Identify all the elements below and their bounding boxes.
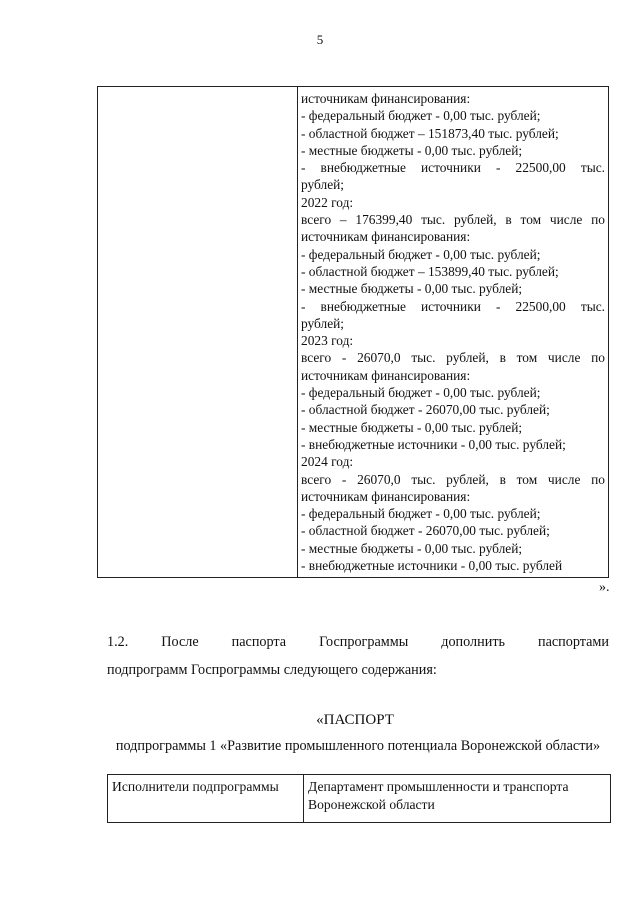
executors-table: [107, 774, 611, 823]
funding-line: - федеральный бюджет - 0,00 тыс. рублей;: [301, 506, 541, 522]
table-row: [108, 775, 611, 823]
funding-line: - федеральный бюджет - 0,00 тыс. рублей;: [301, 385, 541, 401]
funding-line: - областной бюджет – 151873,40 тыс. рублей;: [301, 125, 559, 141]
funding-line: - местные бюджеты - 0,00 тыс. рублей;: [301, 540, 523, 556]
funding-line: 2022 год:: [301, 194, 354, 210]
funding-table: [97, 86, 609, 578]
passport-subtitle: подпрограммы 1 «Развитие промышленного потенциала Воронежской области»: [115, 738, 601, 754]
funding-line: источникам финансирования:: [301, 91, 471, 106]
funding-line: - внебюджетные источники - 0,00 тыс. рублей: [301, 558, 563, 574]
page-number: 5: [316, 32, 324, 47]
funding-line: источникам финансирования:: [301, 229, 471, 245]
funding-line: источникам финансирования:: [301, 367, 471, 383]
passport-title: «ПАСПОРТ: [316, 712, 394, 728]
funding-line: - внебюджетные источники - 22500,00 тыс.: [301, 298, 605, 314]
funding-line: 2024 год:: [301, 454, 354, 470]
funding-table-row: [98, 87, 609, 578]
funding-line: - федеральный бюджет - 0,00 тыс. рублей;: [301, 246, 541, 262]
funding-line: рублей;: [301, 315, 345, 331]
closing-quote: ».: [599, 580, 610, 595]
funding-line: источникам финансирования:: [301, 488, 471, 504]
funding-line: - областной бюджет – 153899,40 тыс. рублей;: [301, 263, 559, 279]
funding-line: - областной бюджет - 26070,00 тыс. рублей;: [301, 402, 550, 418]
funding-line: - местные бюджеты - 0,00 тыс. рублей;: [301, 281, 523, 297]
funding-table-value-cell: [298, 87, 609, 578]
funding-line: - внебюджетные источники - 0,00 тыс. рублей;: [301, 436, 566, 452]
funding-table-label-cell: [98, 87, 298, 578]
funding-line: - федеральный бюджет - 0,00 тыс. рублей;: [301, 108, 541, 124]
funding-line: - местные бюджеты - 0,00 тыс. рублей;: [301, 419, 523, 435]
funding-line: - местные бюджеты - 0,00 тыс. рублей;: [301, 142, 523, 158]
funding-line: всего – 176399,40 тыс. рублей, в том числе по: [301, 212, 605, 228]
funding-line: всего - 26070,0 тыс. рублей, в том числе по: [301, 471, 605, 487]
funding-line: рублей;: [301, 177, 345, 193]
executors-label: Исполнители подпрограммы: [108, 775, 304, 823]
funding-line: - областной бюджет - 26070,00 тыс. рублей;: [301, 523, 550, 539]
amendment-paragraph-line-2: подпрограмм Госпрограммы следующего содержания:: [107, 662, 437, 678]
funding-line: 2023 год:: [301, 333, 354, 349]
funding-line: - внебюджетные источники - 22500,00 тыс.: [301, 160, 605, 176]
executors-value: Департамент промышленности и транспорта Воронежской области: [304, 775, 611, 823]
funding-line: всего - 26070,0 тыс. рублей, в том числе по: [301, 350, 605, 366]
amendment-paragraph-line-1: 1.2. После паспорта Госпрограммы дополнить паспортами: [107, 634, 609, 650]
